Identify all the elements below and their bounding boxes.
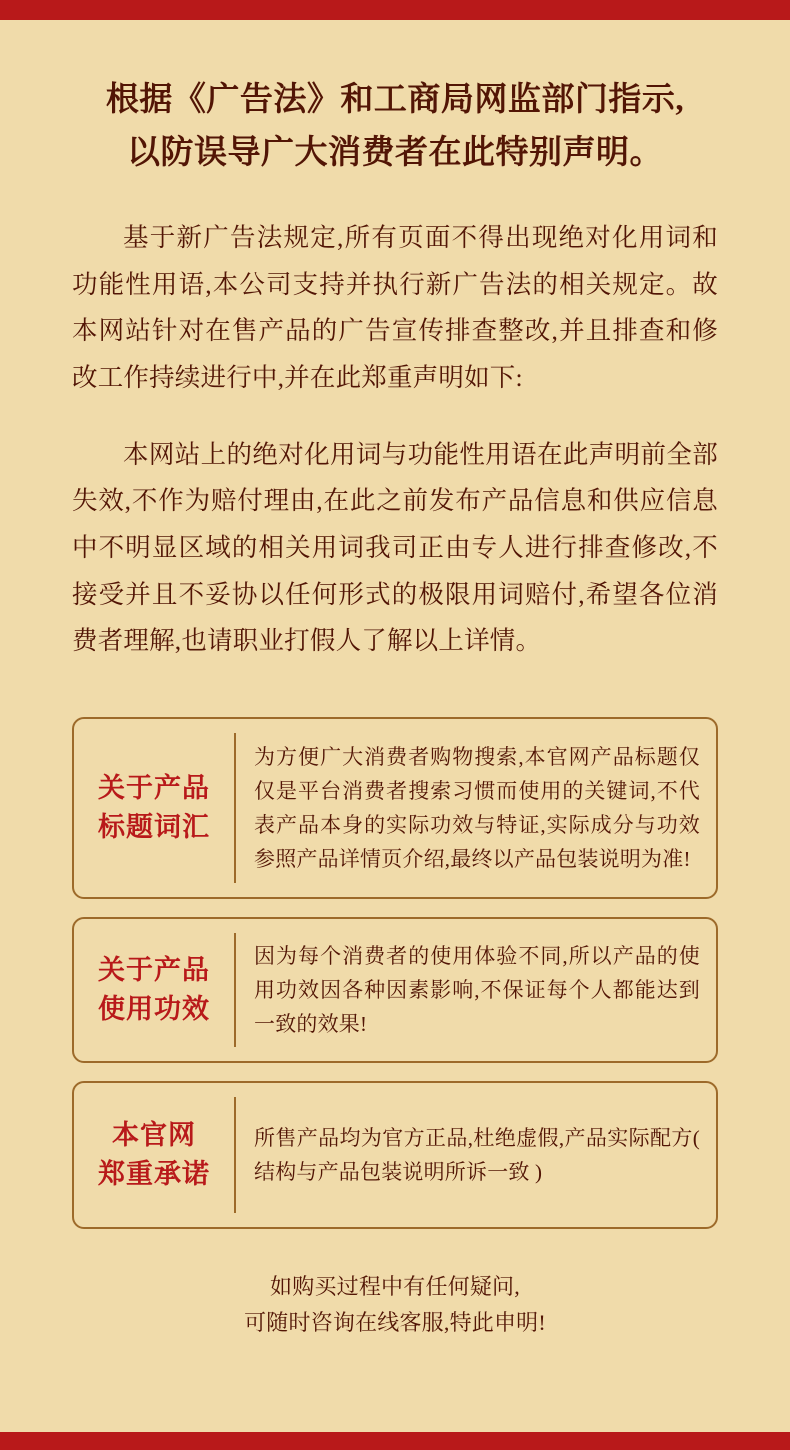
card-title-group — [74, 919, 234, 1061]
bottom-accent-bar — [0, 1432, 790, 1450]
statement-paragraph-2: 本网站上的绝对化用词与功能性用语在此声明前全部失效,不作为赔付理由,在此之前发布产品信息和供应信息中不明显区域的相关用词我司正由专人进行排查修改,不接受并且不妥协以任何形式的极限用词赔付,希望各位消费者理解,也请职业打假人了解以上详情。 — [72, 439, 718, 656]
footer-note — [72, 1247, 718, 1342]
card-title-group — [74, 719, 234, 897]
footer-line-1: 如购买过程中有任何疑问, — [270, 1273, 520, 1299]
page-title-line-1: 根据《广告法》和工商局网监部门指示, — [105, 82, 685, 118]
statement-card-list — [72, 665, 718, 1229]
card-title-line-1: 关于产品 — [98, 955, 210, 986]
card-title-line-2: 标题词汇 — [98, 811, 210, 842]
top-accent-bar — [0, 0, 790, 20]
card-title-line-2: 使用功效 — [98, 993, 210, 1024]
page-content — [0, 20, 790, 1432]
card-title-group — [74, 1083, 234, 1227]
statement-card-product-title — [72, 717, 718, 899]
statement-card-official-promise — [72, 1081, 718, 1229]
statement-paragraph-1: 基于新广告法规定,所有页面不得出现绝对化用词和功能性用语,本公司支持并执行新广告法的相关规定。故本网站针对在售产品的广告宣传排查整改,并且排查和修改工作持续进行中,并在此郑重声明如下: — [72, 222, 718, 392]
card-title-line-1: 本官网 — [112, 1120, 196, 1151]
card-title-line-1: 关于产品 — [98, 773, 210, 804]
card-body-text: 所售产品均为官方正品,杜绝虚假,产品实际配方( 结构与产品包装说明所诉一致 ) — [254, 1125, 700, 1184]
footer-line-2: 可随时咨询在线客服,特此申明! — [244, 1310, 546, 1336]
card-title-line-2: 郑重承诺 — [98, 1158, 210, 1189]
card-body-text: 为方便广大消费者购物搜索,本官网产品标题仅仅是平台消费者搜索习惯而使用的关键词,不代表产品本身的实际功效与特证,实际成分与功效参照产品详情页介绍,最终以产品包装说明为准! — [254, 744, 700, 871]
statement-card-product-effect — [72, 917, 718, 1063]
page-title-line-2: 以防误导广大消费者在此特别声明。 — [127, 135, 663, 172]
card-body-text: 因为每个消费者的使用体验不同,所以产品的使用功效因各种因素影响,不保证每个人都能达到一致的效果! — [254, 943, 700, 1036]
page-title — [72, 20, 718, 181]
